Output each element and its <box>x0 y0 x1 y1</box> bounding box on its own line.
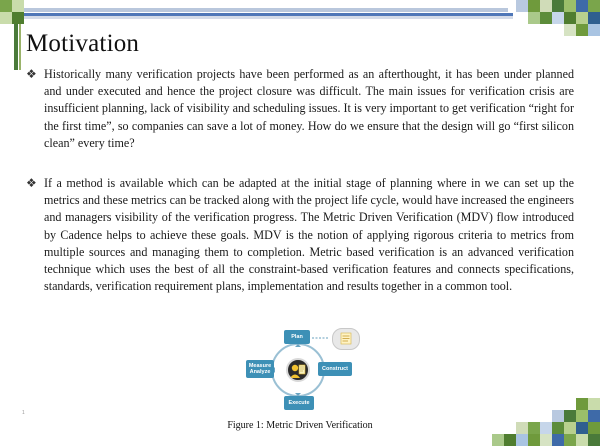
top-left-checker-decoration <box>0 0 24 24</box>
figure-caption: Figure 1: Metric Driven Verification <box>227 420 373 431</box>
bullet-diamond-icon: ❖ <box>26 67 37 81</box>
bullet-paragraph-1 <box>26 66 574 152</box>
measure-analyze-node <box>246 360 274 378</box>
paragraph-text: Historically many verification projects have been performed as an afterthought, it has been under planned and under executed and hence the project closure was difficult. The main issues for verification crisis are insufficient planning, lack of visibility and scheduling issues. It is very important to get verification “right for the first time”, so companies can save a lot of money. How do we ensure that the design will go “first silicon clean” every time? <box>44 67 574 150</box>
page-number: 1 <box>22 410 25 416</box>
plan-node: Plan <box>284 330 310 344</box>
construct-node: Construct <box>318 362 352 376</box>
mdv-cycle-diagram <box>246 326 370 412</box>
measure-label: Measure <box>248 363 272 369</box>
analyze-label: Analyze <box>249 369 271 375</box>
top-right-checker-decoration <box>516 0 600 36</box>
header-bar-light <box>8 8 508 12</box>
bullet-paragraph-2 <box>26 175 574 295</box>
slide-title: Motivation <box>26 30 140 57</box>
bullet-diamond-icon: ❖ <box>26 176 37 190</box>
title-accent-rule <box>14 18 18 70</box>
execute-node: Execute <box>284 396 314 410</box>
user-document-icon <box>286 358 310 382</box>
spec-document-icon <box>332 328 360 350</box>
title-accent-rule-light <box>19 18 21 70</box>
header-bar-pale <box>8 16 513 19</box>
paragraph-text: If a method is available which can be adapted at the initial stage of planning where in we can set up the metrics and these metrics can be tracked along with the project life cycle, would have increased the engineers and managers visibility of the verification progress. The Metric Driven Verification (MDV) flow introduced by Cadence helps to achieve these goals. MDV is the notion of applying rigorous criteria to metrics from multiple sources and managing them to completion. Metric based verification is an advanced verification technique which uses the best of all the constraint-based verification features and connects specifications, standards, verification requirement plans, implementation and results together in a common tool. <box>44 176 574 294</box>
